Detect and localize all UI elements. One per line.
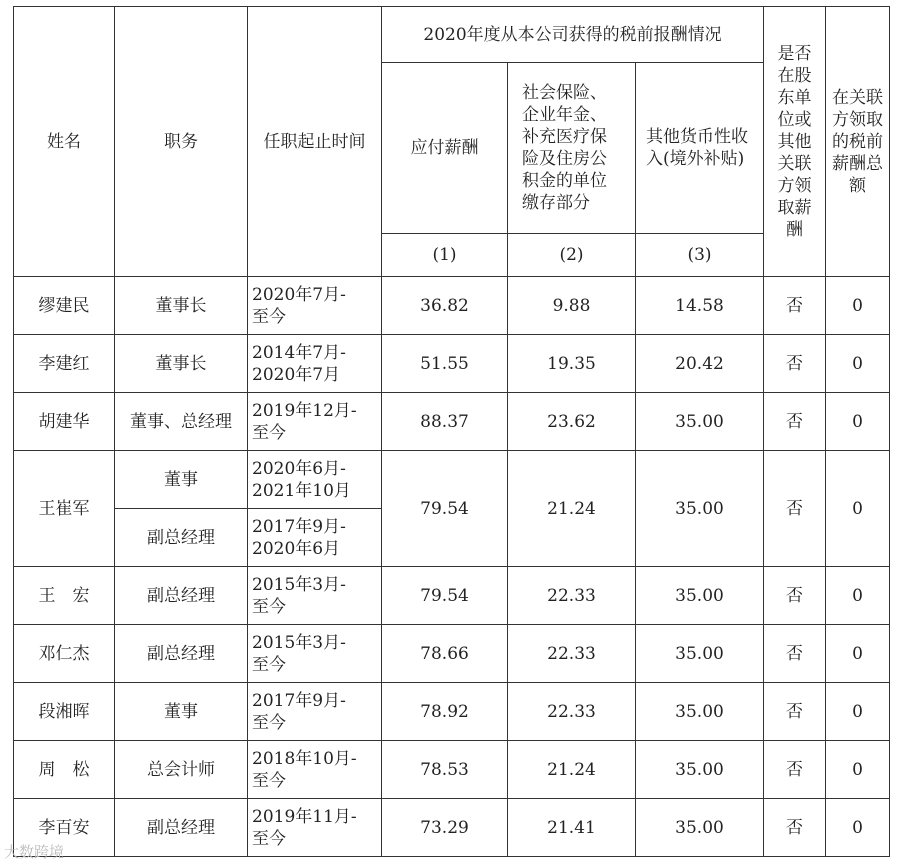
table-row: [14, 567, 890, 625]
cell-name: 王崔军: [14, 451, 115, 567]
cell-payable: 78.66: [382, 625, 508, 683]
table-row: [14, 799, 890, 857]
cell-payable: 88.37: [382, 393, 508, 451]
cell-name: 李建红: [14, 335, 115, 393]
header-shareholder: 是否在股东单位或其他关联方领取薪酬: [764, 7, 826, 277]
cell-related: 0: [826, 277, 890, 335]
cell-term: 2019年11月- 至今: [248, 799, 382, 857]
cell-other: 35.00: [636, 625, 764, 683]
cell-other: 35.00: [636, 683, 764, 741]
cell-position: 副总经理: [115, 567, 248, 625]
cell-position: 总会计师: [115, 741, 248, 799]
cell-name: 段湘晖: [14, 683, 115, 741]
compensation-table: [13, 6, 890, 857]
cell-social: 22.33: [508, 625, 636, 683]
header-related: 在关联方领取的税前薪酬总额: [826, 7, 890, 277]
cell-name: 邓仁杰: [14, 625, 115, 683]
cell-related: 0: [826, 741, 890, 799]
cell-related: 0: [826, 451, 890, 567]
watermark-text: 大数跨境: [4, 843, 65, 861]
table-row: [14, 683, 890, 741]
cell-other: 35.00: [636, 741, 764, 799]
cell-social: 21.24: [508, 741, 636, 799]
cell-term: 2018年10月- 至今: [248, 741, 382, 799]
table-row: [14, 451, 890, 509]
cell-name: 李百安: [14, 799, 115, 857]
cell-term: 2017年9月- 至今: [248, 683, 382, 741]
header-col1: (1): [382, 234, 508, 277]
table-row: [14, 741, 890, 799]
cell-shareholder: 否: [764, 741, 826, 799]
cell-term: 2015年3月- 至今: [248, 625, 382, 683]
cell-related: 0: [826, 335, 890, 393]
cell-social: 9.88: [508, 277, 636, 335]
cell-related: 0: [826, 393, 890, 451]
header-pretax-group: 2020年度从本公司获得的税前报酬情况: [382, 7, 764, 63]
cell-related: 0: [826, 683, 890, 741]
cell-shareholder: 否: [764, 567, 826, 625]
cell-related: 0: [826, 625, 890, 683]
table-row: [14, 625, 890, 683]
table-row: [14, 335, 890, 393]
cell-related: 0: [826, 799, 890, 857]
cell-payable: 78.53: [382, 741, 508, 799]
cell-other: 20.42: [636, 335, 764, 393]
cell-term: 2014年7月- 2020年7月: [248, 335, 382, 393]
cell-other: 35.00: [636, 393, 764, 451]
cell-shareholder: 否: [764, 393, 826, 451]
header-position: 职务: [115, 7, 248, 277]
cell-position: 副总经理: [115, 799, 248, 857]
cell-shareholder: 否: [764, 683, 826, 741]
cell-other: 14.58: [636, 277, 764, 335]
cell-payable: 79.54: [382, 567, 508, 625]
cell-other: 35.00: [636, 799, 764, 857]
header-name: 姓名: [14, 7, 115, 277]
cell-position: 董事: [115, 683, 248, 741]
cell-position: 董事: [115, 451, 248, 509]
cell-shareholder: 否: [764, 451, 826, 567]
header-term: 任职起止时间: [248, 7, 382, 277]
cell-term: 2020年6月- 2021年10月: [248, 451, 382, 509]
cell-term: 2017年9月- 2020年6月: [248, 509, 382, 567]
cell-name: 缪建民: [14, 277, 115, 335]
header-other: 其他货币性收入(境外补贴): [636, 63, 764, 234]
cell-social: 19.35: [508, 335, 636, 393]
cell-position: 副总经理: [115, 625, 248, 683]
cell-shareholder: 否: [764, 625, 826, 683]
cell-name: 胡建华: [14, 393, 115, 451]
cell-other: 35.00: [636, 451, 764, 567]
cell-shareholder: 否: [764, 277, 826, 335]
table-row: [14, 277, 890, 335]
header-col2: (2): [508, 234, 636, 277]
cell-shareholder: 否: [764, 335, 826, 393]
cell-term: 2019年12月- 至今: [248, 393, 382, 451]
cell-position: 副总经理: [115, 509, 248, 567]
cell-payable: 51.55: [382, 335, 508, 393]
cell-social: 22.33: [508, 567, 636, 625]
cell-payable: 78.92: [382, 683, 508, 741]
cell-position: 董事长: [115, 277, 248, 335]
header-col3: (3): [636, 234, 764, 277]
cell-other: 35.00: [636, 567, 764, 625]
header-payable: 应付薪酬: [382, 63, 508, 234]
cell-social: 21.24: [508, 451, 636, 567]
header-social: 社会保险、企业年金、补充医疗保险及住房公积金的单位缴存部分: [508, 63, 636, 234]
cell-shareholder: 否: [764, 799, 826, 857]
cell-payable: 36.82: [382, 277, 508, 335]
cell-payable: 73.29: [382, 799, 508, 857]
cell-position: 董事、总经理: [115, 393, 248, 451]
cell-name: 周 松: [14, 741, 115, 799]
cell-social: 23.62: [508, 393, 636, 451]
cell-term: 2015年3月- 至今: [248, 567, 382, 625]
cell-position: 董事长: [115, 335, 248, 393]
cell-social: 21.41: [508, 799, 636, 857]
table-row: [14, 393, 890, 451]
cell-related: 0: [826, 567, 890, 625]
cell-social: 22.33: [508, 683, 636, 741]
cell-term: 2020年7月- 至今: [248, 277, 382, 335]
cell-name: 王 宏: [14, 567, 115, 625]
cell-payable: 79.54: [382, 451, 508, 567]
